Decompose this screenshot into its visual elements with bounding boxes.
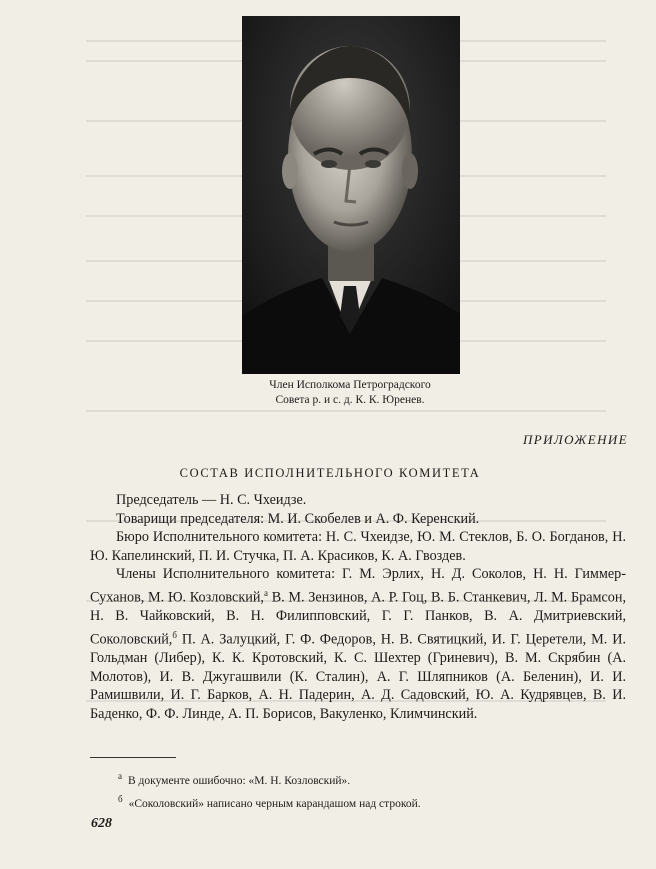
photo-caption [200, 378, 500, 408]
members-text-part-3: П. А. Залуцкий, Г. Ф. Федоров, Н. В. Святицкий, И. Г. Церетели, М. И. Гольдман (Либер), К. К. Кротовский, К. С. Шехтер (Гриневич), В. М. Скрябин (А. Молотов), И. В. Джугашвили (К. Сталин), А. Г. Шляпников (А. Беленин), И. И. Рамишвили, И. Г. Барков, А. Н. Падерин, А. Д. Садовский, Ю. А. Кудрявцев, В. И. Баденко, Ф. Ф. Линде, А. П. Борисов, Вакуленко, Климчинский. [90, 631, 626, 722]
members-text-part-1: Члены Исполнительного комитета: Г. М. Эрлих, Н. Д. Соколов, Н. Н. Гиммер-Суханов, М. Ю. Козловский, [90, 566, 626, 606]
caption-line-2: Совета р. и с. д. К. К. Юренев. [275, 394, 425, 406]
appendix-label: ПРИЛОЖЕНИЕ [523, 432, 628, 447]
footnote-item [118, 790, 618, 813]
footnote-divider [90, 757, 176, 758]
footnotes [118, 767, 618, 813]
footnote-mark: б [118, 793, 123, 804]
bureau-paragraph: Бюро Исполнительного комитета: Н. С. Чхеидзе, Ю. М. Стеклов, Б. О. Богданов, Н. Ю. Капелинский, П. И. Стучка, П. А. Красиков, К. А. Гвоздев. [90, 529, 626, 564]
portrait-image [242, 16, 460, 374]
caption-line-1: Член Исполкома Петроградского [269, 379, 431, 391]
members-text-part-2: В. М. Зензинов, А. Р. Гоц, В. Б. Станкевич, Л. М. Брамсон, Н. В. Чайковский, В. Н. Филипповский, Г. Г. Панков, В. А. Дмитриевский, Соколовский, [90, 589, 627, 648]
footnote-ref-a: а [263, 587, 268, 598]
footnote-item [118, 767, 618, 790]
portrait-photo [242, 16, 460, 374]
footnote-mark: а [118, 771, 122, 781]
section-title: СОСТАВ ИСПОЛНИТЕЛЬНОГО КОМИТЕТА [179, 466, 481, 480]
members-paragraph [90, 565, 626, 723]
footnote-text: «Соколовский» написано черным карандашом над строкой. [128, 797, 421, 810]
footnote-ref-b: б [172, 629, 177, 640]
body-text [90, 491, 626, 724]
page-number: 628 [91, 816, 112, 831]
deputies-paragraph: Товарищи председателя: М. И. Скобелев и А. Ф. Керенский. [116, 510, 480, 527]
chairman-paragraph: Председатель — Н. С. Чхеидзе. [116, 492, 307, 508]
footnote-text: В документе ошибочно: «М. Н. Козловский». [128, 774, 351, 787]
